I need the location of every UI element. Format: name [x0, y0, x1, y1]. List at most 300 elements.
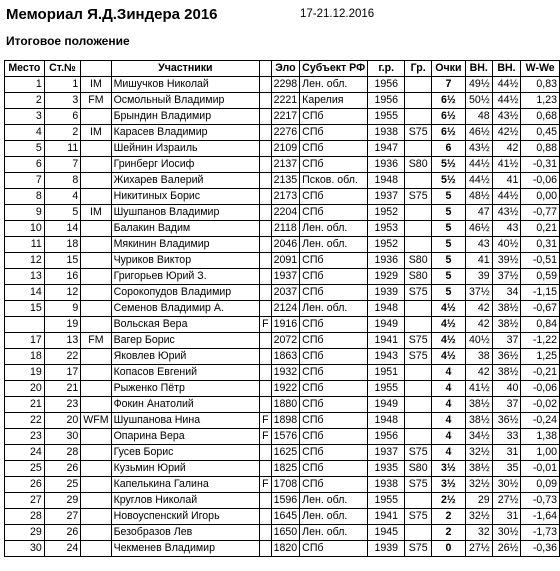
table-row [5, 237, 560, 253]
title-cell: FM [81, 333, 111, 349]
w-we-cell: -0,21 [521, 365, 560, 381]
w-we-cell: 0,59 [521, 269, 560, 285]
tiebreak-1-cell: 48½ [465, 189, 492, 205]
w-we-cell: -0,51 [521, 253, 560, 269]
header-place: Место [5, 61, 45, 77]
sex-cell: F [260, 477, 271, 493]
start-number-cell: 4 [44, 189, 81, 205]
place-cell: 28 [5, 509, 45, 525]
group-cell [405, 205, 432, 221]
place-cell: 7 [5, 173, 45, 189]
title-cell [81, 493, 111, 509]
points-cell: 2 [432, 525, 466, 541]
birth-year-cell: 1948 [368, 413, 405, 429]
place-cell: 2 [5, 93, 45, 109]
start-number-cell: 24 [44, 541, 81, 557]
points-cell: 5 [432, 269, 466, 285]
sex-cell [260, 349, 271, 365]
region-cell: СПб [300, 141, 368, 157]
participant-name-cell: Кузьмин Юрий [111, 461, 260, 477]
w-we-cell: -0,77 [521, 205, 560, 221]
w-we-cell: 0,31 [521, 237, 560, 253]
start-number-cell: 27 [44, 509, 81, 525]
tiebreak-1-cell: 42 [465, 365, 492, 381]
start-number-cell: 16 [44, 269, 81, 285]
birth-year-cell: 1941 [368, 333, 405, 349]
title-cell: IM [81, 125, 111, 141]
tiebreak-1-cell: 29 [465, 493, 492, 509]
tiebreak-1-cell: 38½ [465, 397, 492, 413]
sex-cell: F [260, 413, 271, 429]
sex-cell [260, 189, 271, 205]
place-cell: 21 [5, 397, 45, 413]
tiebreak-2-cell: 42½ [492, 125, 521, 141]
tiebreak-2-cell: 43 [492, 221, 521, 237]
start-number-cell: 8 [44, 173, 81, 189]
group-cell: S80 [405, 461, 432, 477]
place-cell: 19 [5, 365, 45, 381]
group-cell: S75 [405, 125, 432, 141]
participant-name-cell: Чекменев Владимир [111, 541, 260, 557]
start-number-cell: 15 [44, 253, 81, 269]
title-cell [81, 365, 111, 381]
region-cell: СПб [300, 365, 368, 381]
participant-name-cell: Яковлев Юрий [111, 349, 260, 365]
start-number-cell: 26 [44, 525, 81, 541]
start-number-cell: 20 [44, 413, 81, 429]
header-group: Гр. [405, 61, 432, 77]
table-row [5, 173, 560, 189]
place-cell: 15 [5, 301, 45, 317]
tiebreak-1-cell: 32½ [465, 477, 492, 493]
table-row [5, 493, 560, 509]
place-cell: 9 [5, 205, 45, 221]
tiebreak-2-cell: 26½ [492, 541, 521, 557]
tiebreak-1-cell: 37½ [465, 285, 492, 301]
group-cell: S75 [405, 285, 432, 301]
place-cell: 24 [5, 445, 45, 461]
elo-cell: 2124 [271, 301, 300, 317]
elo-cell: 2173 [271, 189, 300, 205]
title-cell [81, 381, 111, 397]
group-cell [405, 429, 432, 445]
title-cell: IM [81, 77, 111, 93]
elo-cell: 1916 [271, 317, 300, 333]
table-row [5, 461, 560, 477]
tiebreak-1-cell: 34½ [465, 429, 492, 445]
title-cell [81, 445, 111, 461]
tiebreak-1-cell: 47 [465, 205, 492, 221]
start-number-cell: 13 [44, 333, 81, 349]
start-number-cell: 19 [44, 317, 81, 333]
tiebreak-2-cell: 38½ [492, 301, 521, 317]
sex-cell [260, 141, 271, 157]
table-row [5, 253, 560, 269]
title-cell [81, 221, 111, 237]
title-cell [81, 397, 111, 413]
points-cell: 2½ [432, 493, 466, 509]
elo-cell: 2046 [271, 237, 300, 253]
participant-name-cell: Чуриков Виктор [111, 253, 260, 269]
table-row [5, 413, 560, 429]
tiebreak-1-cell: 39 [465, 269, 492, 285]
sex-cell [260, 541, 271, 557]
place-cell: 25 [5, 461, 45, 477]
start-number-cell: 7 [44, 157, 81, 173]
region-cell: СПб [300, 445, 368, 461]
tiebreak-2-cell: 33 [492, 429, 521, 445]
table-row [5, 365, 560, 381]
start-number-cell: 3 [44, 93, 81, 109]
group-cell: S80 [405, 253, 432, 269]
tiebreak-2-cell: 44½ [492, 93, 521, 109]
region-cell: Лен. обл. [300, 237, 368, 253]
birth-year-cell: 1936 [368, 157, 405, 173]
points-cell: 2 [432, 509, 466, 525]
participant-name-cell: Жихарев Валерий [111, 173, 260, 189]
birth-year-cell: 1949 [368, 397, 405, 413]
tiebreak-2-cell: 39½ [492, 253, 521, 269]
place-cell: 14 [5, 285, 45, 301]
place-cell: 30 [5, 541, 45, 557]
tiebreak-2-cell: 43½ [492, 205, 521, 221]
title-cell [81, 541, 111, 557]
table-row [5, 285, 560, 301]
sex-cell [260, 253, 271, 269]
group-cell: S75 [405, 333, 432, 349]
w-we-cell: 0,83 [521, 77, 560, 93]
birth-year-cell: 1935 [368, 461, 405, 477]
sex-cell [260, 333, 271, 349]
tiebreak-2-cell: 36½ [492, 413, 521, 429]
birth-year-cell: 1948 [368, 301, 405, 317]
header-sex [260, 61, 271, 77]
points-cell: 5½ [432, 157, 466, 173]
birth-year-cell: 1951 [368, 365, 405, 381]
group-cell: S75 [405, 189, 432, 205]
birth-year-cell: 1947 [368, 141, 405, 157]
tiebreak-1-cell: 38½ [465, 461, 492, 477]
region-cell: СПб [300, 109, 368, 125]
points-cell: 4 [432, 365, 466, 381]
place-cell: 22 [5, 413, 45, 429]
region-cell: СПб [300, 253, 368, 269]
elo-cell: 1932 [271, 365, 300, 381]
place-cell: 27 [5, 493, 45, 509]
header-region: Субъект РФ [300, 61, 368, 77]
table-row [5, 221, 560, 237]
header-tiebreak-2: ВН. [492, 61, 521, 77]
tiebreak-2-cell: 30½ [492, 525, 521, 541]
start-number-cell: 6 [44, 109, 81, 125]
title-cell [81, 141, 111, 157]
tiebreak-1-cell: 49½ [465, 77, 492, 93]
region-cell: СПб [300, 541, 368, 557]
elo-cell: 1645 [271, 509, 300, 525]
place-cell: 17 [5, 333, 45, 349]
elo-cell: 2135 [271, 173, 300, 189]
birth-year-cell: 1956 [368, 93, 405, 109]
sex-cell: F [260, 429, 271, 445]
birth-year-cell: 1955 [368, 493, 405, 509]
w-we-cell: 0,88 [521, 141, 560, 157]
participant-name-cell: Мякинин Владимир [111, 237, 260, 253]
region-cell: СПб [300, 461, 368, 477]
tiebreak-1-cell: 44½ [465, 173, 492, 189]
region-cell: Лен. обл. [300, 509, 368, 525]
participant-name-cell: Шейнин Израиль [111, 141, 260, 157]
table-row [5, 109, 560, 125]
points-cell: 5 [432, 189, 466, 205]
place-cell: 12 [5, 253, 45, 269]
w-we-cell: 1,38 [521, 429, 560, 445]
birth-year-cell: 1936 [368, 253, 405, 269]
start-number-cell: 25 [44, 477, 81, 493]
title-cell [81, 269, 111, 285]
start-number-cell: 17 [44, 365, 81, 381]
group-cell [405, 141, 432, 157]
elo-cell: 2298 [271, 77, 300, 93]
title-cell [81, 461, 111, 477]
standings-body [5, 77, 560, 557]
participant-name-cell: Новоуспенский Игорь [111, 509, 260, 525]
tiebreak-1-cell: 38½ [465, 413, 492, 429]
table-row [5, 429, 560, 445]
elo-cell: 2118 [271, 221, 300, 237]
region-cell: Лен. обл. [300, 77, 368, 93]
place-cell: 23 [5, 429, 45, 445]
title-cell: IM [81, 205, 111, 221]
w-we-cell: 0,00 [521, 189, 560, 205]
region-cell: СПб [300, 333, 368, 349]
title-cell: FM [81, 93, 111, 109]
header-title [81, 61, 111, 77]
elo-cell: 2276 [271, 125, 300, 141]
title-cell [81, 189, 111, 205]
group-cell [405, 365, 432, 381]
group-cell [405, 93, 432, 109]
sex-cell [260, 93, 271, 109]
title-cell [81, 477, 111, 493]
group-cell: S75 [405, 509, 432, 525]
w-we-cell: -1,64 [521, 509, 560, 525]
participant-name-cell: Осмольный Владимир [111, 93, 260, 109]
tiebreak-1-cell: 46½ [465, 221, 492, 237]
header-tiebreak-1: ВН. [465, 61, 492, 77]
participant-name-cell: Григорьев Юрий З. [111, 269, 260, 285]
place-cell: 20 [5, 381, 45, 397]
elo-cell: 2217 [271, 109, 300, 125]
w-we-cell: 0,21 [521, 221, 560, 237]
participant-name-cell: Безобразов Лев [111, 525, 260, 541]
points-cell: 4 [432, 429, 466, 445]
group-cell: S75 [405, 349, 432, 365]
points-cell: 4 [432, 397, 466, 413]
region-cell: СПб [300, 189, 368, 205]
birth-year-cell: 1955 [368, 109, 405, 125]
tiebreak-2-cell: 38½ [492, 365, 521, 381]
w-we-cell: -0,24 [521, 413, 560, 429]
elo-cell: 2091 [271, 253, 300, 269]
title-cell [81, 429, 111, 445]
points-cell: 4½ [432, 349, 466, 365]
tiebreak-1-cell: 32½ [465, 509, 492, 525]
participant-name-cell: Шушпанов Владимир [111, 205, 260, 221]
title-cell [81, 509, 111, 525]
table-row [5, 349, 560, 365]
elo-cell: 1937 [271, 269, 300, 285]
elo-cell: 1596 [271, 493, 300, 509]
tiebreak-2-cell: 40½ [492, 237, 521, 253]
group-cell: S75 [405, 541, 432, 557]
points-cell: 4½ [432, 333, 466, 349]
points-cell: 4½ [432, 317, 466, 333]
birth-year-cell: 1937 [368, 189, 405, 205]
start-number-cell: 9 [44, 301, 81, 317]
header-start-number: Ст.№ [44, 61, 81, 77]
participant-name-cell: Карасев Владимир [111, 125, 260, 141]
table-row [5, 77, 560, 93]
birth-year-cell: 1941 [368, 509, 405, 525]
points-cell: 6½ [432, 109, 466, 125]
table-row [5, 205, 560, 221]
w-we-cell: 0,68 [521, 109, 560, 125]
title-cell [81, 237, 111, 253]
participant-name-cell: Вольская Вера [111, 317, 260, 333]
sex-cell [260, 397, 271, 413]
title-cell [81, 109, 111, 125]
w-we-cell: -1,73 [521, 525, 560, 541]
start-number-cell: 11 [44, 141, 81, 157]
header-elo: Эло [271, 61, 300, 77]
start-number-cell: 2 [44, 125, 81, 141]
w-we-cell: -0,31 [521, 157, 560, 173]
tiebreak-2-cell: 44½ [492, 189, 521, 205]
participant-name-cell: Фокин Анатолий [111, 397, 260, 413]
tiebreak-2-cell: 37 [492, 397, 521, 413]
elo-cell: 1820 [271, 541, 300, 557]
points-cell: 4 [432, 445, 466, 461]
w-we-cell: -0,02 [521, 397, 560, 413]
region-cell: СПб [300, 349, 368, 365]
tiebreak-2-cell: 31 [492, 509, 521, 525]
group-cell: S75 [405, 445, 432, 461]
place-cell: 4 [5, 125, 45, 141]
place-cell [5, 317, 45, 333]
points-cell: 3½ [432, 461, 466, 477]
place-cell: 10 [5, 221, 45, 237]
birth-year-cell: 1945 [368, 525, 405, 541]
birth-year-cell: 1952 [368, 237, 405, 253]
points-cell: 4½ [432, 301, 466, 317]
group-cell: S75 [405, 477, 432, 493]
start-number-cell: 26 [44, 461, 81, 477]
elo-cell: 2204 [271, 205, 300, 221]
region-cell: Лен. обл. [300, 221, 368, 237]
tiebreak-2-cell: 36½ [492, 349, 521, 365]
start-number-cell: 5 [44, 205, 81, 221]
standings-subtitle: Итоговое положение [6, 34, 130, 48]
elo-cell: 1576 [271, 429, 300, 445]
w-we-cell: -0,01 [521, 461, 560, 477]
tiebreak-1-cell: 42 [465, 301, 492, 317]
start-number-cell: 29 [44, 493, 81, 509]
group-cell [405, 109, 432, 125]
tiebreak-2-cell: 34 [492, 285, 521, 301]
region-cell: СПб [300, 429, 368, 445]
group-cell [405, 301, 432, 317]
tournament-dates: 17-21.12.2016 [300, 8, 375, 20]
participant-name-cell: Рыженко Пётр [111, 381, 260, 397]
title-cell [81, 349, 111, 365]
header-points: Очки [432, 61, 466, 77]
region-cell: СПб [300, 205, 368, 221]
region-cell: СПб [300, 397, 368, 413]
table-row [5, 317, 560, 333]
title-cell [81, 173, 111, 189]
participant-name-cell: Гринберг Иосиф [111, 157, 260, 173]
title-cell [81, 285, 111, 301]
tiebreak-2-cell: 42 [492, 141, 521, 157]
tiebreak-2-cell: 37½ [492, 269, 521, 285]
region-cell: Лен. обл. [300, 525, 368, 541]
group-cell [405, 173, 432, 189]
points-cell: 6½ [432, 125, 466, 141]
tiebreak-1-cell: 38 [465, 349, 492, 365]
table-row [5, 509, 560, 525]
group-cell [405, 237, 432, 253]
title-cell: WFM [81, 413, 111, 429]
tiebreak-1-cell: 32½ [465, 445, 492, 461]
participant-name-cell: Семенов Владимир А. [111, 301, 260, 317]
group-cell: S80 [405, 269, 432, 285]
table-row [5, 189, 560, 205]
elo-cell: 1708 [271, 477, 300, 493]
participant-name-cell: Круглов Николай [111, 493, 260, 509]
w-we-cell: -1,15 [521, 285, 560, 301]
birth-year-cell: 1943 [368, 349, 405, 365]
birth-year-cell: 1949 [368, 317, 405, 333]
elo-cell: 2221 [271, 93, 300, 109]
elo-cell: 2109 [271, 141, 300, 157]
participant-name-cell: Гусев Борис [111, 445, 260, 461]
start-number-cell: 1 [44, 77, 81, 93]
w-we-cell: 1,23 [521, 93, 560, 109]
title-cell [81, 301, 111, 317]
table-row [5, 381, 560, 397]
start-number-cell: 12 [44, 285, 81, 301]
tiebreak-2-cell: 37 [492, 333, 521, 349]
sex-cell [260, 525, 271, 541]
table-row [5, 125, 560, 141]
tiebreak-2-cell: 43½ [492, 109, 521, 125]
points-cell: 5 [432, 205, 466, 221]
group-cell [405, 317, 432, 333]
w-we-cell: -1,22 [521, 333, 560, 349]
elo-cell: 2072 [271, 333, 300, 349]
start-number-cell: 14 [44, 221, 81, 237]
sex-cell [260, 77, 271, 93]
participant-name-cell: Копасов Евгений [111, 365, 260, 381]
w-we-cell: 0,45 [521, 125, 560, 141]
participant-name-cell: Капелькина Галина [111, 477, 260, 493]
points-cell: 7 [432, 77, 466, 93]
elo-cell: 2037 [271, 285, 300, 301]
tiebreak-1-cell: 32 [465, 525, 492, 541]
points-cell: 0 [432, 541, 466, 557]
birth-year-cell: 1953 [368, 221, 405, 237]
sex-cell [260, 381, 271, 397]
